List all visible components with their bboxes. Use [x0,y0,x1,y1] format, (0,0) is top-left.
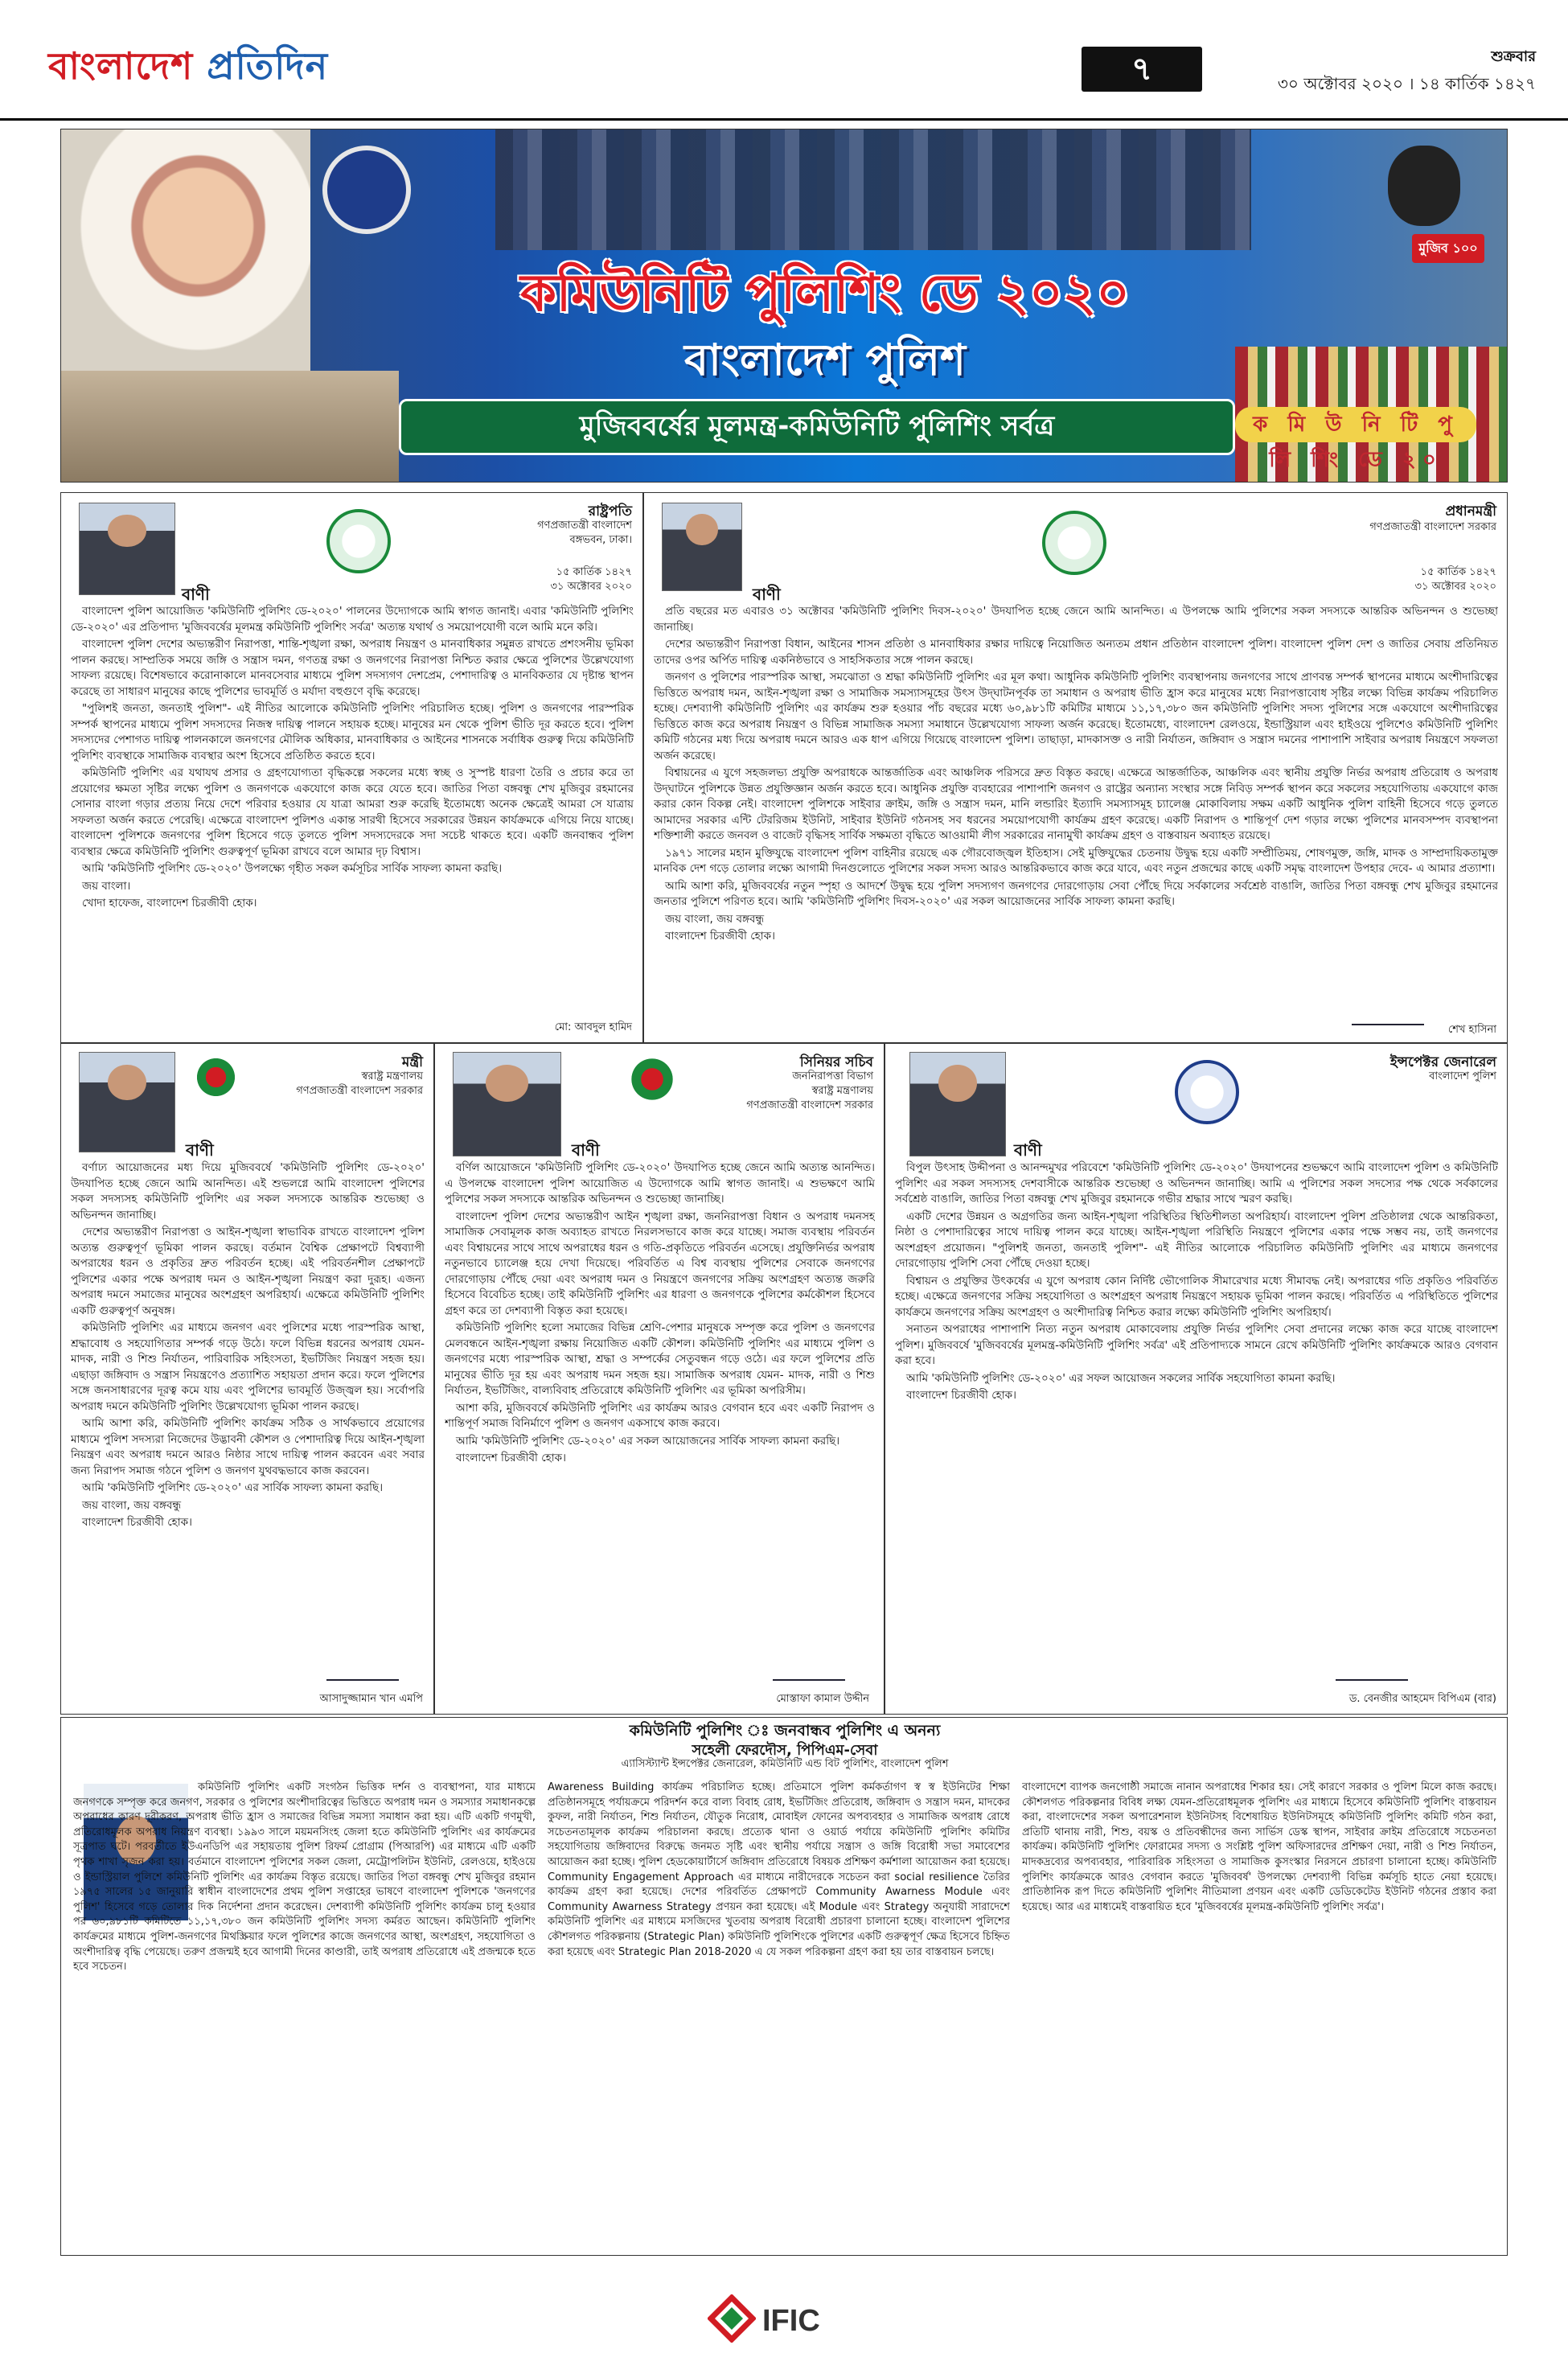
sponsor-name: IFIC [762,2304,820,2338]
message-role: মন্ত্রী [401,1054,423,1070]
article-title: কমিউনিটি পুলিশিং ঃ জনবান্ধব পুলিশিং এ অনন্য [629,1722,941,1739]
masthead [0,0,1568,121]
article-column-2: Awareness Building কার্যক্রম পরিচালিত হচ্ছে। প্রতিমাসে পুলিশ কর্মকর্তাগণ স্ব স্ব ইউনিটের শিক্ষা প্রতিষ্ঠানসমূহে পর্যায়ক্রমে পরিদর্শন করে বাল্য বিবাহ রোধ, ইভটিজিং প্রতিরোধ, জঙ্গিবাদ ও সন্ত্রাস দমন, মাদকের কুফল, নারী নির্যাতন, শিশু নির্যাতন, যৌতুক নিরোধ, মোবাইল ফোনের অপব্যবহার ও সামাজিক অপরাধ রোধে সচেতনতামূলক কার্যক্রম পরিচালনা করছে। প্রত্যেক থানা ও ওয়ার্ড পর্যায়ে কমিউনিটি পুলিশিং কমিটির সহযোগিতায় জঙ্গিবাদের বিরুদ্ধে জনমত সৃষ্টি এবং স্থানীয় পর্যায়ে সন্ত্রাস ও জঙ্গি বিরোধী সভা সমাবেশের আয়োজন করা হচ্ছে। পুলিশ হেডকোয়ার্টার্সে জঙ্গিবাদ প্রতিরোধে বিষয়ক প্রশিক্ষণ কর্মশালা আয়োজন করা হয়েছে। Community Engagement Approach এর মাধ্যমে নারীদেরকে সচেতন করা social resilience তৈরির কার্যক্রম গ্রহণ করা হয়েছে। দেশের পরিবর্তিত প্রেক্ষাপটে Community Awarness Module এবং Community Awarness Strategy প্রণয়ন করা হয়েছে। এই Module এবং Strategy অনুযায়ী সারাদেশে কমিউনিটি পুলিশিং এর মাধ্যমে মসজিদের খুতবায় অপরাধ বিরোধী প্রচারণা চালানো হচ্ছে। বাংলাদেশ পুলিশের কৌশলগত পরিকল্পনায় (Strategic Plan) কমিউনিটি পুলিশিংকে পুলিশের একটি গুরুত্বপূর্ণ ক্ষেত্র হিসেবে চিহ্নিত করা হয়েছে এবং Strategic Plan 2018-2020 এ যে সকল পরিকল্পনা গ্রহণ করা হয় তার বাস্তবায়ন চলছে। [548,1781,1010,1958]
mujib-badge: মুজিব ১০০ [1412,234,1484,263]
president-seal-icon [326,509,391,573]
signature-icon [326,1663,399,1681]
community-policing-banner [60,129,1508,483]
banner-title: কমিউনিটি পুলিশিং ডে ২০২০ [520,263,1130,323]
meeting-photo [61,371,399,483]
banner-tag: ক মি উ নি টি পু লি শিং ডে ২০ [1235,407,1476,442]
igp-photo [909,1052,1006,1156]
article-affiliation: এ্যাসিস্ট্যান্ট ইন্সপেক্টর জেনারেল, কমিউনিটি এন্ড বিট পুলিশিং, বাংলাদেশ পুলিশ [621,1758,949,1770]
message-role: প্রধানমন্ত্রী [1445,503,1496,520]
minister-photo [79,1052,175,1152]
senior-secretary-photo [453,1052,561,1156]
message-body: বাংলাদেশ পুলিশ আয়োজিত 'কমিউনিটি পুলিশিং ডে-২০২০' পালনের উদ্যোগকে আমি স্বাগত জানাই। এবার 'কমিউনিটি পুলিশিং ডে-২০২০' এর প্রতিপাদ্য 'মুজিববর্ষের মূলমন্ত্র কমিউনিটি পুলিশিং সর্বত্র' অত্যন্ত যথার্থ ও সময়োপযোগী বলে আমি মনে করি। বাংলাদেশ পুলিশ দেশের অভ্যন্তরীণ নিরাপত্তা, শান্তি-শৃঙ্খলা রক্ষা, অপরাধ নিয়ন্ত্রণ ও মানবাধিকার সমুন্নত রাখতে প্রশংসনীয় ভূমিকা পালন করছে। সাম্প্রতিক সময়ে জঙ্গি ও সন্ত্রাস দমন, গণতন্ত্র রক্ষা ও জনগণের নিরাপত্তা নিশ্চিত করার ক্ষেত্রে পুলিশের উল্লেখযোগ্য সাফল্য রয়েছে। বিশেষভাবে করোনাকালে মানবসেবার মাধ্যমে পুলিশ সদস্যগণ দেশপ্রেম, পেশাদারিত্ব ও মানবিকতার যে দৃষ্টান্ত স্থাপন করেছে তা সাধারণ মানুষের কাছে পুলিশের ভাবমূর্তি ও মর্যাদা বহুগুণে বৃদ্ধি করেছে। "পুলিশই জনতা, জনতাই পুলিশ"- এই নীতির আলোকে কমিউনিটি পুলিশিং পরিচালিত হচ্ছে। পুলিশ ও জনগণের পারস্পরিক সম্পর্ক স্থাপনের মাধ্যমে পুলিশ সদস্যদের নিজস্ব দায়িত্ব পালনে সহায়ক হচ্ছে। মানুষের মন থেকে পুলিশ ভীতি দূর করতে হবে। পুলিশ সদস্যদের পেশাগত দায়িত্ব পালনকালে জনগণের মৌলিক অধিকার, মানবাধিকার ও আইনের শাসনকে সর্বাধিক গুরুত্ব দিয়ে কমিউনিটি পুলিশিং ব্যবস্থাকে সামাজিক ব্যবস্থার অংশ হিসেবে প্রতিষ্ঠিত করতে হবে। কমিউনিটি পুলিশিং এর যথাযথ প্রসার ও গ্রহণযোগ্যতা বৃদ্ধিকল্পে সকলের মধ্যে স্বচ্ছ ও সুস্পষ্ট ধারণা তৈরি ও প্রচার করে তা প্রয়োগের ক্ষমতা সৃষ্টির লক্ষ্যে পুলিশ ও জনগণকে একযোগে কাজ করে যেতে হবে। জাতির পিতা বঙ্গবন্ধু শেখ মুজিবুর রহমানের সোনার বাংলা গড়ার প্রত্যয় নিয়ে দেশে পরিবার হওয়ার যে যাত্রা আমরা শুরু করেছি ইতোমধ্যে অনেক ক্ষেত্রেই আমরা সে যাত্রায় সফলতা অর্জন করতে পেরেছি। এক্ষেত্রে বাংলাদেশ পুলিশও একান্ত সারথী হিসেবে সরকারের উন্নয়ন কার্যক্রমকে এগিয়ে নিয়ে যাচ্ছে। বাংলাদেশ পুলিশকে জনগণের পুলিশ হিসেবে গড়ে তুলতে পুলিশ সদস্যদেরকে সদা সচেষ্ট থাকতে হবে। একটি জনবান্ধব পুলিশ ব্যবস্থার ক্ষেত্রে কমিউনিটি পুলিশিং গুরুত্বপূর্ণ ভূমিকা রাখবে বলে আমার দৃঢ় বিশ্বাস। আমি 'কমিউনিটি পুলিশিং ডে-২০২০' উপলক্ষ্যে গৃহীত সকল কর্মসূচির সার্বিক সাফল্য কামনা করছি। জয় বাংলা। খোদা হাফেজ, বাংলাদেশ চিরজীবী হোক। [71,605,634,910]
rally-photo [495,129,1251,250]
message-role: ইন্সপেক্টর জেনারেল [1389,1054,1496,1070]
message-body: বর্ণাঢ্য আয়োজনের মধ্য দিয়ে মুজিববর্ষে 'কমিউনিটি পুলিশিং ডে-২০২০' উদযাপিত হচ্ছে জেনে আমি আনন্দিত। এই শুভলগ্নে আমি বাংলাদেশ পুলিশের সকল সদস্যসহ কমিউনিটি পুলিশিং এর সকল সদস্যকে আন্তরিক শুভেচ্ছা ও অভিনন্দন জানাচ্ছি। দেশের অভ্যন্তরীণ নিরাপত্তা ও আইন-শৃঙ্খলা স্বাভাবিক রাখতে বাংলাদেশ পুলিশ অত্যন্ত গুরুত্বপূর্ণ ভূমিকা পালন করছে। বর্তমান বৈশ্বিক প্রেক্ষাপটে বিশ্বব্যাপী অপরাধের ধরন ও প্রকৃতির দ্রুত পরিবর্তন হচ্ছে। এই পরিবর্তনশীল প্রেক্ষাপটে পুলিশের একার পক্ষে অপরাধ দমন ও আইন-শৃঙ্খলা নিয়ন্ত্রণ করা দুরূহ। এজন্য অপরাধ দমনে সমাজের মানুষের অংশগ্রহণ অপরিহার্য। এক্ষেত্রে কমিউনিটি পুলিশিং একটি গুরুত্বপূর্ণ অনুষঙ্গ। কমিউনিটি পুলিশিং এর মাধ্যমে জনগণ এবং পুলিশের মধ্যে পারস্পরিক আস্থা, শ্রদ্ধাবোধ ও সহযোগিতার সম্পর্ক গড়ে উঠে। ফলে বিভিন্ন ধরনের অপরাধ যেমন-মাদক, নারী ও শিশু নির্যাতন, পারিবারিক সহিংসতা, ইভটিজিং নিয়ন্ত্রণ সহজ হয়। এছাড়া জঙ্গিবাদ ও সন্ত্রাস নিয়ন্ত্রণেও প্রত্যাশিত সহায়তা প্রদান করে। ফলে পুলিশের সঙ্গে জনসাধারণের দূরত্ব কমে যায় এবং পুলিশের ভাবমূর্তি উজ্জ্বল হয়। সর্বোপরি অপরাধ দমনে কমিউনিটি পুলিশিং উল্লেখযোগ্য ভূমিকা পালন করছে। আমি আশা করি, কমিউনিটি পুলিশিং কার্যক্রম সঠিক ও সার্থকভাবে প্রয়োগের মাধ্যমে পুলিশ সদস্যরা নিজেদের উদ্ভাবনী কৌশল ও পেশাদারিত্ব দিয়ে আইন-শৃঙ্খলা নিয়ন্ত্রণ এবং অপরাধ দমনে আরও নিষ্ঠার সাথে দায়িত্ব পালন করবেন এবং সবার জন্য নিরাপদ সমাজ গঠনে পুলিশ ও জনগণ যুথবদ্ধভাবে কাজ করবেন। আমি 'কমিউনিটি পুলিশিং ডে-২০২০' এর সার্বিক সাফল্য কামনা করছি। জয় বাংলা, জয় বঙ্গবন্ধু বাংলাদেশ চিরজীবী হোক। [71,1161,425,1529]
police-emblem-icon [322,146,411,234]
page-number: ৭ [1082,47,1202,92]
banner-slogan: মুজিববর্ষের মূলমন্ত্র-কমিউনিটি পুলিশিং সর্বত্র [399,399,1235,455]
banner-subtitle: বাংলাদেশ পুলিশ [684,334,966,385]
message-role: সিনিয়র সচিব [799,1054,873,1070]
bani-label: বাণী [1014,1140,1042,1160]
ific-logo-icon [708,2294,756,2343]
president-photo [79,503,175,595]
article-column-1: কমিউনিটি পুলিশিং একটি সংগঠন ভিত্তিক দর্শন ও ব্যবস্থাপনা, যার মাধ্যমে জনগণকে সম্পৃক্ত করে জনগণ, সরকার ও পুলিশের অংশীদারিত্বের ভিত্তিতে অপরাধ দমন ও সমস্যার সমাধানকল্পে অপরাধের কারণ দূরীকরণ, অপরাধ ভীতি হ্রাস ও সমাজের বিভিন্ন সমস্যা সমাধান করা হয়। এটি একটি গণমুখী, প্রতিরোধমূলক অপরাধ নিয়ন্ত্রণ ব্যবস্থা। ১৯৯৩ সালে ময়মনসিংহ জেলা হতে কমিউনিটি পুলিশিং এর কার্যক্রমের সূত্রপাত ঘটে। পরবর্তীতে ইউএনডিপি এর সহায়তায় পুলিশ রিফর্ম প্রোগ্রাম (পিআরপি) এর মাধ্যমে এটি একটি পৃথক শাখা সৃজন করা হয়। বর্তমানে বাংলাদেশ পুলিশের সকল জেলা, মেট্রোপলিটন ইউনিট, রেলওয়ে, হাইওয়ে ও ইন্ডাস্ট্রিয়াল পুলিশে কমিউনিটি পুলিশিং এর কার্যক্রম বিস্তৃত রয়েছে। জাতির পিতা বঙ্গবন্ধু শেখ মুজিবুর রহমান ১৯৭৫ সালের ১৫ জানুয়ারি স্বাধীন বাংলাদেশের প্রথম পুলিশ সপ্তাহের ভাষণে বাংলাদেশ পুলিশকে 'জনগণের পুলিশ' হিসেবে গড়ে তোলার দিক নির্দেশনা প্রদান করেছেন। দেশব্যাপী কমিউনিটি পুলিশিং কার্যক্রম চালু হওয়ার পর ৬০,৯৮১টি কমিটিতে ১১,১৭,৩৮০ জন কমিউনিটি পুলিশিং সদস্য কর্মরত আছেন। কমিউনিটি পুলিশিং কার্যক্রমের মাধ্যমে পুলিশ-জনগণের মিথস্ক্রিয়ার ফলে পুলিশের কাজে জনগণের আস্থা, অংশগ্রহণ, সহযোগিতা ও অংশীদারিত্ব বৃদ্ধি পেয়েছে। তরুণ প্রজন্মই হবে আগামী দিনের কাণ্ডারী, তাই অপরাধ প্রতিরোধে এই প্রজন্মকে হতে হবে সচেতন। [73,1781,536,1974]
bani-label: বাণী [186,1140,214,1160]
article-column-3: বাংলাদেশে ব্যাপক জনগোষ্ঠী সমাজে নানান অপরাধের শিকার হয়। সেই কারণে সরকার ও পুলিশ মিলে কাজ করছে। কৌশলগত পরিকল্পনার বিবিধ লক্ষ্য যেমন-প্রতিরোধমূলক পুলিশিং এর মাধ্যমে হিসেবে কমিউনিটি পুলিশিং বাস্তবায়ন করা, বাংলাদেশের সকল অপারেশনাল ইউনিটসহ বিশেষায়িত ইউনিটসমূহে কমিউনিটি পুলিশিং কমিটি গঠন করা, প্রতিটি থানায় নারী, শিশু, বয়স্ক ও প্রতিবন্ধীদের জন্য সার্ভিস ডেস্ক স্থাপন, সাইবার ক্রাইম প্রতিরোধে সচেতনতা কার্যক্রম। কমিউনিটি পুলিশিং ফোরামের সদস্য ও সংশ্লিষ্ট পুলিশ অফিসারদের প্রশিক্ষণ দেয়া, নারী ও শিশু নির্যাতন, মাদকদ্রব্যের অপব্যবহার, পারিবারিক সহিংসতা ও সামাজিক কুসংস্কার নিরসনে প্রচারণা চালানো হচ্ছে। কমিউনিটি পুলিশিং কার্যক্রমকে আরও বেগবান করতে 'মুজিববর্ষ' উপলক্ষ্যে দেশব্যাপী বিভিন্ন কর্মসূচি হাতে নেয়া হয়েছে। প্রাতিষ্ঠানিক রূপ দিতে কমিউনিটি পুলিশিং নীতিমালা প্রণয়ন এবং একটি ডেডিকেটেড ইউনিট গঠনের প্রস্তাব করা হয়েছে। আর এর মাধ্যমেই বাস্তবায়িত হবে 'মুজিববর্ষের মূলমন্ত্র-কমিউনিটি পুলিশিং সর্বত্র'। [1022,1781,1496,1913]
message-body: বর্ণিল আয়োজনে 'কমিউনিটি পুলিশিং ডে-২০২০' উদযাপিত হচ্ছে জেনে আমি অত্যন্ত আনন্দিত। এ উপলক্ষে বাংলাদেশ পুলিশ আয়োজিত এ উদ্যোগকে আমি স্বাগত জানাই। এ শুভক্ষণে আমি পুলিশের সকল সদস্যকে আন্তরিক অভিনন্দন ও শুভেচ্ছা জানাচ্ছি। বাংলাদেশ পুলিশ দেশের অভ্যন্তরীণ আইন শৃঙ্খলা রক্ষা, জননিরাপত্তা বিধান ও অপরাধ দমনসহ সামাজিক সেবামূলক কাজ অব্যাহত রাখতে নিরলসভাবে কাজ করে যাচ্ছে। সমাজ ব্যবস্থায় পরিবর্তন এবং বিশ্বায়নের সাথে সাথে অপরাধের ধরন ও গতি-প্রকৃতিতে পরিবর্তন এসেছে। প্রযুক্তিনির্ভর অপরাধ নতুনভাবে চ্যালেঞ্জ হয়ে দেখা দিয়েছে। পরিবর্তিত এ বিশ্ব ব্যবস্থায় পুলিশের সেবাকে জনগণের দোরগোড়ায় পৌঁছে দেয়া এবং অপরাধ দমন ও নিয়ন্ত্রণে জনগণের সক্রিয় অংশগ্রহণ অত্যন্ত জরুরি হিসেবে বিবেচিত হচ্ছে। তাই কমিউনিটি পুলিশিং এর ধারণা ও জনগণকে পুলিশের কর্মকৌশল হিসেবে গ্রহণ করে তা দেশব্যাপী বিস্তৃত করা হয়েছে। কমিউনিটি পুলিশিং হলো সমাজের বিভিন্ন শ্রেণি-পেশার মানুষকে সম্পৃক্ত করে পুলিশ ও জনগণের মেলবন্ধনে আইন-শৃঙ্খলা রক্ষায় নিয়োজিত একটি কৌশল। কমিউনিটি পুলিশিং এর মাধ্যমে পুলিশ ও জনগণের মধ্যে পারস্পরিক আস্থা, শ্রদ্ধা ও সম্পর্কের সেতুবন্ধন গড়ে ওঠে। এর ফলে পুলিশের প্রতি মানুষের ভীতি দূর হয় এবং অপরাধ দমন সহজ হয়। সামাজিক অপরাধ যেমন- মাদক, নারী ও শিশু নির্যাতন, ইভটিজিং, বাল্যবিবাহ প্রতিরোধে কমিউনিটি পুলিশিং এর ভূমিকা অপরিসীম। আশা করি, মুজিববর্ষে কমিউনিটি পুলিশিং এর কার্যক্রম আরও বেগবান হবে এবং একটি নিরাপদ ও শান্তিপূর্ণ সমাজ বিনির্মাণে পুলিশ ও জনগণ একসাথে কাজ করবে। আমি 'কমিউনিটি পুলিশিং ডে-২০২০' এর সকল আয়োজনের সার্বিক সাফল্য কামনা করছি। বাংলাদেশ চিরজীবী হোক। [445,1161,875,1464]
prime-minister-message: প্রধানমন্ত্রী গণপ্রজাতন্ত্রী বাংলাদেশ সরকার ১৫ কার্তিক ১৪২৭ ৩১ অক্টোবর ২০২০ বাণী প্রতি বছরের মত এবারও ৩১ অক্টোবর 'কমিউনিটি পুলিশিং দিবস-২০২০' উদযাপিত হচ্ছে জেনে আমি আনন্দিত। এ উপলক্ষে আমি পুলিশের সকল সদস্যকে আন্তরিক অভিনন্দন ও শুভেচ্ছা জানাচ্ছি। দেশের অভ্যন্তরীণ নিরাপত্তা বিধান, আইনের শাসন প্রতিষ্ঠা ও মানবাধিকার রক্ষার দায়িত্বে নিয়োজিত অন্যতম প্রধান প্রতিষ্ঠান বাংলাদেশ পুলিশ। বাংলাদেশ পুলিশ দেশ ও জাতির সেবায় প্রতিনিয়ত তাদের ওপর অর্পিত দায়িত্ব একনিষ্ঠভাবে ও সাহসিকতার সঙ্গে পালন করছে। জনগণ ও পুলিশের পারস্পরিক আস্থা, সমঝোতা ও শ্রদ্ধা কমিউনিটি পুলিশিং এর মূল কথা। আধুনিক কমিউনিটি পুলিশিং ব্যবস্থাপনায় জনগণের সাথে প্রাণবন্ত সম্পর্ক স্থাপনের মাধ্যমে অংশীদারিত্বের ভিত্তিতে অপরাধ দমন, আইন-শৃঙ্খলা রক্ষা ও সামাজিক সমস্যাসমূহের উৎস উদ্‌ঘাটনপূর্বক তা সমাধান ও অপরাধ ভীতি হ্রাস করে মানুষের মধ্যে নিরাপত্তাবোধ সৃষ্টির লক্ষ্যে বিভিন্ন কার্যক্রম পরিচালিত হচ্ছে। দেশব্যাপী কমিউনিটি পুলিশিং এর কার্যক্রম শুরু হওয়ার পাঁচ বছরের মধ্যে ৬০,৯৮১টি কমিটির মাধ্যমে ১১,১৭,৩৮০ জন কমিউনিটি পুলিশিং সদস্য পুলিশের সঙ্গে একযোগে অংশীদারিত্বের ভিত্তিতে কাজ করে অপরাধ নিয়ন্ত্রণ ও বিভিন্ন সামাজিক সমস্যা সমাধানে উল্লেখযোগ্য সাফল্য অর্জন করেছে। ইতোমধ্যে, বাংলাদেশ রেলওয়ে, ইন্ডাস্ট্রিয়াল এবং হাইওয়ে পুলিশেও কমিউনিটি পুলিশিং কমিটি গঠনের মধ্য দিয়ে অপরাধ দমনে আরও এক ধাপ এগিয়ে গিয়েছে বাংলাদেশ পুলিশ। তাছাড়া, মাদকাসক্ত ও নারী নির্যাতন, জঙ্গিবাদ ও সন্ত্রাস দমনের পাশাপাশি সাইবার অপরাধ নিয়ন্ত্রণে সফলতা অর্জন করেছে। বিশ্বায়নের এ যুগে সহজলভ্য প্রযুক্তি অপরাধকে আন্তর্জাতিক এবং আঞ্চলিক পরিসরে দ্রুত বিস্তৃত করছে। এক্ষেত্রে আন্তর্জাতিক, আঞ্চলিক এবং স্থানীয় প্রযুক্তি নির্ভর অপরাধ প্রতিরোধ ও অপরাধ উদ্‌ঘাটনে পুলিশকে উন্নত প্রযুক্তিজ্ঞান অর্জন করতে হবে। আধুনিক প্রযুক্তি ব্যবহারের পাশাপাশি জনগণ ও রাষ্ট্রের অন্যান্য সংস্থার সঙ্গে নিবিড় সম্পর্ক স্থাপন করে সকলের সহযোগিতায় একযোগে কাজ করার কোন বিকল্প নেই। বাংলাদেশ পুলিশকে সাইবার ক্রাইম, জঙ্গি ও সন্ত্রাস দমন, মানি লন্ডারিং ইত্যাদি সমস্যাসমূহ চ্যালেঞ্জ মোকাবিলায় সক্ষম একটি আধুনিক পুলিশ বাহিনী হিসেবে গড়ে তুলতে আমাদের সরকার এন্টি টেররিজম ইউনিট, সাইবার ইউনিট গঠনসহ সব ধরনের সময়োপযোগী কার্যক্রম গ্রহণ করেছে। একটি নিরাপদ ও শান্তিপূর্ণ দেশ গড়ার লক্ষ্যে পুলিশের মানবসম্পদ ব্যবস্থাপনা শক্তিশালী করতে জনবল ও বাজেট বৃদ্ধিসহ সার্বিক সক্ষমতা বৃদ্ধিতে আওয়ামী লীগ সরকারের নানামুখী কার্যক্রম গ্রহণ ও বাস্তবায়ন অব্যাহত রয়েছে। ১৯৭১ সালের মহান মুক্তিযুদ্ধে বাংলাদেশ পুলিশ বাহিনীর রয়েছে এক গৌরবোজ্জ্বল ইতিহাস। সেই মুক্তিযুদ্ধের চেতনায় উদ্বুদ্ধ হয়ে একটি সম্প্রীতিময়, শোষণমুক্ত, জঙ্গি, মাদক ও সাম্প্রদায়িকতামুক্ত মানবিক দেশ গড়ে তোলার লক্ষ্যে আগামী দিনগুলোতে পুলিশের সকল সদস্য আরও আন্তরিকভাবে কাজ করে যাবে, এবং নতুন প্রজন্মের কাছে একটি সমৃদ্ধ বাংলাদেশ উপহার দেবে- এ আমার প্রত্যাশা। আমি আশা করি, মুজিববর্ষের নতুন স্পৃহা ও আদর্শে উদ্বুদ্ধ হয়ে পুলিশ সদস্যগণ জনগণের দোরগোড়ায় সেবা পৌঁছে দিয়ে সর্বকালের সর্বশ্রেষ্ঠ বাঙালি, জাতির পিতা বঙ্গবন্ধু শেখ মুজিবুর রহমানের জনতার পুলিশে পরিণত হবে। আমি 'কমিউনিটি পুলিশিং দিবস-২০২০' এর সকল আয়োজনের সার্বিক সাফল্য কামনা করছি। জয় বাংলা, জয় বঙ্গবন্ধু বাংলাদেশ চিরজীবী হোক। শেখ হাসিনা [643,492,1508,1043]
signature-icon [1336,1663,1408,1681]
signer-name: আসাদুজ্জামান খান এমপি [319,1693,423,1705]
bani-label: বাণী [572,1140,600,1160]
bani-label: বাণী [753,585,781,604]
signature-icon [1352,1008,1424,1025]
signature-icon [773,1663,845,1681]
signer-name: মোস্তাফা কামাল উদ্দীন [776,1693,869,1705]
signer-name: ড. বেনজীর আহমেদ বিপিএম (বার) [1348,1693,1496,1705]
government-seal-icon [628,1055,676,1103]
issue-date: ৩০ অক্টোবর ২০২০ । ১৪ কার্তিক ১৪২৭ [1277,74,1536,93]
bani-label: বাণী [182,585,210,604]
minister-message: মন্ত্রী স্বরাষ্ট্র মন্ত্রণালয় গণপ্রজাতন্ত্রী বাংলাদেশ সরকার বাণী বর্ণাঢ্য আয়োজনের মধ্য দিয়ে মুজিববর্ষে 'কমিউনিটি পুলিশিং ডে-২০২০' উদযাপিত হচ্ছে জেনে আমি আনন্দিত। এই শুভলগ্নে আমি বাংলাদেশ পুলিশের সকল সদস্যসহ কমিউনিটি পুলিশিং এর সকল সদস্যকে আন্তরিক শুভেচ্ছা ও অভিনন্দন জানাচ্ছি। দেশের অভ্যন্তরীণ নিরাপত্তা ও আইন-শৃঙ্খলা স্বাভাবিক রাখতে বাংলাদেশ পুলিশ অত্যন্ত গুরুত্বপূর্ণ ভূমিকা পালন করছে। বর্তমান বৈশ্বিক প্রেক্ষাপটে বিশ্বব্যাপী অপরাধের ধরন ও প্রকৃতির দ্রুত পরিবর্তন হচ্ছে। এই পরিবর্তনশীল প্রেক্ষাপটে পুলিশের একার পক্ষে অপরাধ দমন ও আইন-শৃঙ্খলা নিয়ন্ত্রণ করা দুরূহ। এজন্য অপরাধ দমনে সমাজের মানুষের অংশগ্রহণ অপরিহার্য। এক্ষেত্রে কমিউনিটি পুলিশিং একটি গুরুত্বপূর্ণ অনুষঙ্গ। কমিউনিটি পুলিশিং এর মাধ্যমে জনগণ এবং পুলিশের মধ্যে পারস্পরিক আস্থা, শ্রদ্ধাবোধ ও সহযোগিতার সম্পর্ক গড়ে উঠে। ফলে বিভিন্ন ধরনের অপরাধ যেমন-মাদক, নারী ও শিশু নির্যাতন, পারিবারিক সহিংসতা, ইভটিজিং নিয়ন্ত্রণ সহজ হয়। এছাড়া জঙ্গিবাদ ও সন্ত্রাস নিয়ন্ত্রণেও প্রত্যাশিত সহায়তা প্রদান করে। ফলে পুলিশের সঙ্গে জনসাধারণের দূরত্ব কমে যায় এবং পুলিশের ভাবমূর্তি উজ্জ্বল হয়। সর্বোপরি অপরাধ দমনে কমিউনিটি পুলিশিং উল্লেখযোগ্য ভূমিকা পালন করছে। আমি আশা করি, কমিউনিটি পুলিশিং কার্যক্রম সঠিক ও সার্থকভাবে প্রয়োগের মাধ্যমে পুলিশ সদস্যরা নিজেদের উদ্ভাবনী কৌশল ও পেশাদারিত্ব দিয়ে আইন-শৃঙ্খলা নিয়ন্ত্রণ এবং অপরাধ দমনে আরও নিষ্ঠার সাথে দায়িত্ব পালন করবেন এবং সবার জন্য নিরাপদ সমাজ গঠনে পুলিশ ও জনগণ যুথবদ্ধভাবে কাজ করবেন। আমি 'কমিউনিটি পুলিশিং ডে-২০২০' এর সার্বিক সাফল্য কামনা করছি। জয় বাংলা, জয় বঙ্গবন্ধু বাংলাদেশ চিরজীবী হোক। আসাদুজ্জামান খান এমপি [60,1043,434,1715]
message-body: বিপুল উৎসাহ উদ্দীপনা ও আনন্দমুখর পরিবেশে 'কমিউনিটি পুলিশিং ডে-২০২০' উদযাপনের শুভক্ষণে আমি বাংলাদেশ পুলিশ ও কমিউনিটি পুলিশিং এর সকল সদস্যসহ দেশবাসীকে আন্তরিক শুভেচ্ছা ও অভিনন্দন জানাচ্ছি। আমি এ পুলিশের সকল সদস্যের পক্ষ থেকে সর্বকালের সর্বশ্রেষ্ঠ বাঙালি, জাতির পিতা বঙ্গবন্ধু শেখ মুজিবুর রহমানকে গভীর শ্রদ্ধার সাথে স্মরণ করছি। একটি দেশের উন্নয়ন ও অগ্রগতির জন্য আইন-শৃঙ্খলা পরিস্থিতির স্থিতিশীলতা অপরিহার্য। বাংলাদেশ পুলিশ প্রতিষ্ঠালগ্ন থেকে আন্তরিকতা, নিষ্ঠা ও পেশাদারিত্বের সাথে দায়িত্ব পালন করে যাচ্ছে। আইন-শৃঙ্খলা পরিস্থিতি নিয়ন্ত্রণে পুলিশের একার পক্ষে সম্ভব নয়, তাই জনগণের অংশগ্রহণ প্রয়োজন। "পুলিশই জনতা, জনতাই পুলিশ"- এই নীতির আলোকে পরিচালিত কমিউনিটি পুলিশিং এর মাধ্যমে জনগণের দোরগোড়ায় পুলিশি সেবা পৌঁছে দেওয়া হচ্ছে। বিশ্বায়ন ও প্রযুক্তির উৎকর্ষের এ যুগে অপরাধ কোন নির্দিষ্ট ভৌগোলিক সীমারেখার মধ্যে সীমাবদ্ধ নেই। অপরাধের গতি প্রকৃতিও পরিবর্তিত হচ্ছে। এক্ষেত্রে জনগণের সক্রিয় সহযোগিতা ও অংশগ্রহণ অপরাধ নিয়ন্ত্রণে সহায়ক ভূমিকা পালন করছে। পরিবর্তিত এ পরিস্থিতিতে পুলিশের কার্যক্রমে জনগণের সক্রিয় অংশগ্রহণ ও অংশীদারিত্ব নিশ্চিত করার লক্ষ্যে কমিউনিটি পুলিশিং অপরিহার্য। সনাতন অপরাধের পাশাপাশি নিত্য নতুন অপরাধ মোকাবেলায় প্রযুক্তি নির্ভর পুলিশিং সেবা প্রদানের লক্ষ্যে কাজ করে যাচ্ছে বাংলাদেশ পুলিশ। মুজিববর্ষে 'মুজিববর্ষের মূলমন্ত্র-কমিউনিটি পুলিশিং সর্বত্র' এই প্রতিপাদ্যকে সামনে রেখে কমিউনিটি পুলিশিং কার্যক্রমকে আরও বেগবান করা হবে। আমি 'কমিউনিটি পুলিশিং ডে-২০২০' এর সফল আয়োজন সকলের সার্বিক সহযোগিতা কামনা করছি। বাংলাদেশ চিরজীবী হোক। [895,1161,1498,1402]
portrait-icon [1388,146,1460,226]
mujib-100-logo [1380,146,1484,266]
inspector-general-message: ইন্সপেক্টর জেনারেল বাংলাদেশ পুলিশ বাণী বিপুল উৎসাহ উদ্দীপনা ও আনন্দমুখর পরিবেশে 'কমিউনিটি পুলিশিং ডে-২০২০' উদযাপনের শুভক্ষণে আমি বাংলাদেশ পুলিশ ও কমিউনিটি পুলিশিং এর সকল সদস্যসহ দেশবাসীকে আন্তরিক শুভেচ্ছা ও অভিনন্দন জানাচ্ছি। আমি এ পুলিশের সকল সদস্যের পক্ষ থেকে সর্বকালের সর্বশ্রেষ্ঠ বাঙালি, জাতির পিতা বঙ্গবন্ধু শেখ মুজিবুর রহমানকে গভীর শ্রদ্ধার সাথে স্মরণ করছি। একটি দেশের উন্নয়ন ও অগ্রগতির জন্য আইন-শৃঙ্খলা পরিস্থিতির স্থিতিশীলতা অপরিহার্য। বাংলাদেশ পুলিশ প্রতিষ্ঠালগ্ন থেকে আন্তরিকতা, নিষ্ঠা ও পেশাদারিত্বের সাথে দায়িত্ব পালন করে যাচ্ছে। আইন-শৃঙ্খলা পরিস্থিতি নিয়ন্ত্রণে পুলিশের একার পক্ষে সম্ভব নয়, তাই জনগণের অংশগ্রহণ প্রয়োজন। "পুলিশই জনতা, জনতাই পুলিশ"- এই নীতির আলোকে পরিচালিত কমিউনিটি পুলিশিং এর মাধ্যমে জনগণের দোরগোড়ায় পুলিশি সেবা পৌঁছে দেওয়া হচ্ছে। বিশ্বায়ন ও প্রযুক্তির উৎকর্ষের এ যুগে অপরাধ কোন নির্দিষ্ট ভৌগোলিক সীমারেখার মধ্যে সীমাবদ্ধ নেই। অপরাধের গতি প্রকৃতিও পরিবর্তিত হচ্ছে। এক্ষেত্রে জনগণের সক্রিয় সহযোগিতা ও অংশগ্রহণ অপরাধ নিয়ন্ত্রণে সহায়ক ভূমিকা পালন করছে। পরিবর্তিত এ পরিস্থিতিতে পুলিশের কার্যক্রমে জনগণের সক্রিয় অংশগ্রহণ ও অংশীদারিত্ব নিশ্চিত করার লক্ষ্যে কমিউনিটি পুলিশিং অপরিহার্য। সনাতন অপরাধের পাশাপাশি নিত্য নতুন অপরাধ মোকাবেলায় প্রযুক্তি নির্ভর পুলিশিং সেবা প্রদানের লক্ষ্যে কাজ করে যাচ্ছে বাংলাদেশ পুলিশ। মুজিববর্ষে 'মুজিববর্ষের মূলমন্ত্র-কমিউনিটি পুলিশিং সর্বত্র' এই প্রতিপাদ্যকে সামনে রেখে কমিউনিটি পুলিশিং কার্যক্রমকে আরও বেগবান করা হবে। আমি 'কমিউনিটি পুলিশিং ডে-২০২০' এর সফল আয়োজন সকলের সার্বিক সহযোগিতা কামনা করছি। বাংলাদেশ চিরজীবী হোক। ড. বেনজীর আহমেদ বিপিএম (বার) [885,1043,1508,1715]
ific-sponsor-logo[interactable] [708,2288,885,2352]
feature-article [60,1717,1508,2256]
police-emblem-icon [1175,1060,1239,1124]
pm-seal-icon [1042,511,1106,575]
message-role: রাষ্ট্রপতি [588,503,632,520]
signer-name: মো: আবদুল হামিদ [554,1021,632,1033]
prime-minister-portrait [662,503,742,591]
prime-minister-photo [61,129,310,371]
government-seal-icon [194,1055,238,1099]
president-message: রাষ্ট্রপতি গণপ্রজাতন্ত্রী বাংলাদেশ বঙ্গভবন, ঢাকা। ১৫ কার্তিক ১৪২৭ ৩১ অক্টোবর ২০২০ বাণী বাংলাদেশ পুলিশ আয়োজিত 'কমিউনিটি পুলিশিং ডে-২০২০' পালনের উদ্যোগকে আমি স্বাগত জানাই। এবার 'কমিউনিটি পুলিশিং ডে-২০২০' এর প্রতিপাদ্য 'মুজিববর্ষের মূলমন্ত্র কমিউনিটি পুলিশিং সর্বত্র' অত্যন্ত যথার্থ ও সময়োপযোগী বলে আমি মনে করি। বাংলাদেশ পুলিশ দেশের অভ্যন্তরীণ নিরাপত্তা, শান্তি-শৃঙ্খলা রক্ষা, অপরাধ নিয়ন্ত্রণ ও মানবাধিকার সমুন্নত রাখতে প্রশংসনীয় ভূমিকা পালন করছে। সাম্প্রতিক সময়ে জঙ্গি ও সন্ত্রাস দমন, গণতন্ত্র রক্ষা ও জনগণের নিরাপত্তা নিশ্চিত করার ক্ষেত্রে পুলিশের উল্লেখযোগ্য সাফল্য রয়েছে। বিশেষভাবে করোনাকালে মানবসেবার মাধ্যমে পুলিশ সদস্যগণ দেশপ্রেম, পেশাদারিত্ব ও মানবিকতার যে দৃষ্টান্ত স্থাপন করেছে তা সাধারণ মানুষের কাছে পুলিশের ভাবমূর্তি ও মর্যাদা বহুগুণে বৃদ্ধি করেছে। "পুলিশই জনতা, জনতাই পুলিশ"- এই নীতির আলোকে কমিউনিটি পুলিশিং পরিচালিত হচ্ছে। পুলিশ ও জনগণের পারস্পরিক সম্পর্ক স্থাপনের মাধ্যমে পুলিশ সদস্যদের নিজস্ব দায়িত্ব পালনে সহায়ক হচ্ছে। মানুষের মন থেকে পুলিশ ভীতি দূর করতে হবে। পুলিশ সদস্যদের পেশাগত দায়িত্ব পালনকালে জনগণের মৌলিক অধিকার, মানবাধিকার ও আইনের শাসনকে সর্বাধিক গুরুত্ব দিয়ে কমিউনিটি পুলিশিং ব্যবস্থাকে সামাজিক ব্যবস্থার অংশ হিসেবে প্রতিষ্ঠিত করতে হবে। কমিউনিটি পুলিশিং এর যথাযথ প্রসার ও গ্রহণযোগ্যতা বৃদ্ধিকল্পে সকলের মধ্যে স্বচ্ছ ও সুস্পষ্ট ধারণা তৈরি ও প্রচার করে তা প্রয়োগের ক্ষমতা সৃষ্টির লক্ষ্যে পুলিশ ও জনগণকে একযোগে কাজ করে যেতে হবে। জাতির পিতা বঙ্গবন্ধু শেখ মুজিবুর রহমানের সোনার বাংলা গড়ার প্রত্যয় নিয়ে দেশে পরিবার হওয়ার যে যাত্রা আমরা শুরু করেছি ইতোমধ্যে অনেক ক্ষেত্রেই আমরা সে যাত্রায় সফলতা অর্জন করতে পেরেছি। এক্ষেত্রে বাংলাদেশ পুলিশও একান্ত সারথী হিসেবে সরকারের উন্নয়ন কার্যক্রমকে এগিয়ে নিয়ে যাচ্ছে। বাংলাদেশ পুলিশকে জনগণের পুলিশ হিসেবে গড়ে তুলতে পুলিশ সদস্যদেরকে সদা সচেষ্ট থাকতে হবে। একটি জনবান্ধব পুলিশ ব্যবস্থার ক্ষেত্রে কমিউনিটি পুলিশিং গুরুত্বপূর্ণ ভূমিকা রাখবে বলে আমার দৃঢ় বিশ্বাস। আমি 'কমিউনিটি পুলিশিং ডে-২০২০' উপলক্ষ্যে গৃহীত সকল কর্মসূচির সার্বিক সাফল্য কামনা করছি। জয় বাংলা। খোদা হাফেজ, বাংলাদেশ চিরজীবী হোক। মো: আবদুল হামিদ [60,492,643,1043]
newspaper-logo[interactable]: বাংলাদেশ প্রতিদিন [48,44,329,88]
signer-name: শেখ হাসিনা [1447,1024,1496,1036]
message-body: প্রতি বছরের মত এবারও ৩১ অক্টোবর 'কমিউনিটি পুলিশিং দিবস-২০২০' উদযাপিত হচ্ছে জেনে আমি আনন্দিত। এ উপলক্ষে আমি পুলিশের সকল সদস্যকে আন্তরিক অভিনন্দন ও শুভেচ্ছা জানাচ্ছি। দেশের অভ্যন্তরীণ নিরাপত্তা বিধান, আইনের শাসন প্রতিষ্ঠা ও মানবাধিকার রক্ষার দায়িত্বে নিয়োজিত অন্যতম প্রধান প্রতিষ্ঠান বাংলাদেশ পুলিশ। বাংলাদেশ পুলিশ দেশ ও জাতির সেবায় প্রতিনিয়ত তাদের ওপর অর্পিত দায়িত্ব একনিষ্ঠভাবে ও সাহসিকতার সঙ্গে পালন করছে। জনগণ ও পুলিশের পারস্পরিক আস্থা, সমঝোতা ও শ্রদ্ধা কমিউনিটি পুলিশিং এর মূল কথা। আধুনিক কমিউনিটি পুলিশিং ব্যবস্থাপনায় জনগণের সাথে প্রাণবন্ত সম্পর্ক স্থাপনের মাধ্যমে অংশীদারিত্বের ভিত্তিতে অপরাধ দমন, আইন-শৃঙ্খলা রক্ষা ও সামাজিক সমস্যাসমূহের উৎস উদ্‌ঘাটনপূর্বক তা সমাধান ও অপরাধ ভীতি হ্রাস করে মানুষের মধ্যে নিরাপত্তাবোধ সৃষ্টির লক্ষ্যে বিভিন্ন কার্যক্রম পরিচালিত হচ্ছে। দেশব্যাপী কমিউনিটি পুলিশিং এর কার্যক্রম শুরু হওয়ার পাঁচ বছরের মধ্যে ৬০,৯৮১টি কমিটির মাধ্যমে ১১,১৭,৩৮০ জন কমিউনিটি পুলিশিং সদস্য পুলিশের সঙ্গে একযোগে অংশীদারিত্বের ভিত্তিতে কাজ করে অপরাধ নিয়ন্ত্রণ ও বিভিন্ন সামাজিক সমস্যা সমাধানে উল্লেখযোগ্য সাফল্য অর্জন করেছে। ইতোমধ্যে, বাংলাদেশ রেলওয়ে, ইন্ডাস্ট্রিয়াল এবং হাইওয়ে পুলিশেও কমিউনিটি পুলিশিং কমিটি গঠনের মধ্য দিয়ে অপরাধ দমনে আরও এক ধাপ এগিয়ে গিয়েছে বাংলাদেশ পুলিশ। তাছাড়া, মাদকাসক্ত ও নারী নির্যাতন, জঙ্গিবাদ ও সন্ত্রাস দমনের পাশাপাশি সাইবার অপরাধ নিয়ন্ত্রণে সফলতা অর্জন করেছে। বিশ্বায়নের এ যুগে সহজলভ্য প্রযুক্তি অপরাধকে আন্তর্জাতিক এবং আঞ্চলিক পরিসরে দ্রুত বিস্তৃত করছে। এক্ষেত্রে আন্তর্জাতিক, আঞ্চলিক এবং স্থানীয় প্রযুক্তি নির্ভর অপরাধ প্রতিরোধ ও অপরাধ উদ্‌ঘাটনে পুলিশকে উন্নত প্রযুক্তিজ্ঞান অর্জন করতে হবে। আধুনিক প্রযুক্তি ব্যবহারের পাশাপাশি জনগণ ও রাষ্ট্রের অন্যান্য সংস্থার সঙ্গে নিবিড় সম্পর্ক স্থাপন করে সকলের সহযোগিতায় একযোগে কাজ করার কোন বিকল্প নেই। বাংলাদেশ পুলিশকে সাইবার ক্রাইম, জঙ্গি ও সন্ত্রাস দমন, মানি লন্ডারিং ইত্যাদি সমস্যাসমূহ চ্যালেঞ্জ মোকাবিলায় সক্ষম একটি আধুনিক পুলিশ বাহিনী হিসেবে গড়ে তুলতে আমাদের সরকার এন্টি টেররিজম ইউনিট, সাইবার ইউনিট গঠনসহ সব ধরনের সময়োপযোগী কার্যক্রম গ্রহণ করেছে। একটি নিরাপদ ও শান্তিপূর্ণ দেশ গড়ার লক্ষ্যে পুলিশের মানবসম্পদ ব্যবস্থাপনা শক্তিশালী করতে জনবল ও বাজেট বৃদ্ধিসহ সার্বিক সক্ষমতা বৃদ্ধিতে আওয়ামী লীগ সরকারের নানামুখী কার্যক্রম গ্রহণ ও বাস্তবায়ন অব্যাহত রয়েছে। ১৯৭১ সালের মহান মুক্তিযুদ্ধে বাংলাদেশ পুলিশ বাহিনীর রয়েছে এক গৌরবোজ্জ্বল ইতিহাস। সেই মুক্তিযুদ্ধের চেতনায় উদ্বুদ্ধ হয়ে একটি সম্প্রীতিময়, শোষণমুক্ত, জঙ্গি, মাদক ও সাম্প্রদায়িকতামুক্ত মানবিক দেশ গড়ে তোলার লক্ষ্যে আগামী দিনগুলোতে পুলিশের সকল সদস্য আরও আন্তরিকভাবে কাজ করে যাবে, এবং নতুন প্রজন্মের কাছে একটি সমৃদ্ধ বাংলাদেশ উপহার দেবে- এ আমার প্রত্যাশা। আমি আশা করি, মুজিববর্ষের নতুন স্পৃহা ও আদর্শে উদ্বুদ্ধ হয়ে পুলিশ সদস্যগণ জনগণের দোরগোড়ায় সেবা পৌঁছে দিয়ে সর্বকালের সর্বশ্রেষ্ঠ বাঙালি, জাতির পিতা বঙ্গবন্ধু শেখ মুজিবুর রহমানের জনতার পুলিশে পরিণত হবে। আমি 'কমিউনিটি পুলিশিং দিবস-২০২০' এর সকল আয়োজনের সার্বিক সাফল্য কামনা করছি। জয় বাংলা, জয় বঙ্গবন্ধু বাংলাদেশ চিরজীবী হোক। [654,605,1498,943]
issue-day: শুক্রবার [1491,48,1536,65]
senior-secretary-message: সিনিয়র সচিব জননিরাপত্তা বিভাগ স্বরাষ্ট্র মন্ত্রণালয় গণপ্রজাতন্ত্রী বাংলাদেশ সরকার বাণী বর্ণিল আয়োজনে 'কমিউনিটি পুলিশিং ডে-২০২০' উদযাপিত হচ্ছে জেনে আমি অত্যন্ত আনন্দিত। এ উপলক্ষে বাংলাদেশ পুলিশ আয়োজিত এ উদ্যোগকে আমি স্বাগত জানাই। এ শুভক্ষণে আমি পুলিশের সকল সদস্যকে আন্তরিক অভিনন্দন ও শুভেচ্ছা জানাচ্ছি। বাংলাদেশ পুলিশ দেশের অভ্যন্তরীণ আইন শৃঙ্খলা রক্ষা, জননিরাপত্তা বিধান ও অপরাধ দমনসহ সামাজিক সেবামূলক কাজ অব্যাহত রাখতে নিরলসভাবে কাজ করে যাচ্ছে। সমাজ ব্যবস্থায় পরিবর্তন এবং বিশ্বায়নের সাথে সাথে অপরাধের ধরন ও গতি-প্রকৃতিতে পরিবর্তন এসেছে। প্রযুক্তিনির্ভর অপরাধ নতুনভাবে চ্যালেঞ্জ হয়ে দেখা দিয়েছে। পরিবর্তিত এ বিশ্ব ব্যবস্থায় পুলিশের সেবাকে জনগণের দোরগোড়ায় পৌঁছে দেয়া এবং অপরাধ দমন ও নিয়ন্ত্রণে জনগণের সক্রিয় অংশগ্রহণ অত্যন্ত জরুরি হিসেবে বিবেচিত হচ্ছে। তাই কমিউনিটি পুলিশিং এর ধারণা ও জনগণকে পুলিশের কর্মকৌশল হিসেবে গ্রহণ করে তা দেশব্যাপী বিস্তৃত করা হয়েছে। কমিউনিটি পুলিশিং হলো সমাজের বিভিন্ন শ্রেণি-পেশার মানুষকে সম্পৃক্ত করে পুলিশ ও জনগণের মেলবন্ধনে আইন-শৃঙ্খলা রক্ষায় নিয়োজিত একটি কৌশল। কমিউনিটি পুলিশিং এর মাধ্যমে পুলিশ ও জনগণের মধ্যে পারস্পরিক আস্থা, শ্রদ্ধা ও সম্পর্কের সেতুবন্ধন গড়ে ওঠে। এর ফলে পুলিশের প্রতি মানুষের ভীতি দূর হয় এবং অপরাধ দমন সহজ হয়। সামাজিক অপরাধ যেমন- মাদক, নারী ও শিশু নির্যাতন, ইভটিজিং, বাল্যবিবাহ প্রতিরোধে কমিউনিটি পুলিশিং এর ভূমিকা অপরিসীম। আশা করি, মুজিববর্ষে কমিউনিটি পুলিশিং এর কার্যক্রম আরও বেগবান হবে এবং একটি নিরাপদ ও শান্তিপূর্ণ সমাজ বিনির্মাণে পুলিশ ও জনগণ একসাথে কাজ করবে। আমি 'কমিউনিটি পুলিশিং ডে-২০২০' এর সকল আয়োজনের সার্বিক সাফল্য কামনা করছি। বাংলাদেশ চিরজীবী হোক। মোস্তাফা কামাল উদ্দীন [434,1043,885,1715]
article-author: সহেলী ফেরদৌস, পিপিএম-সেবা [692,1742,878,1759]
